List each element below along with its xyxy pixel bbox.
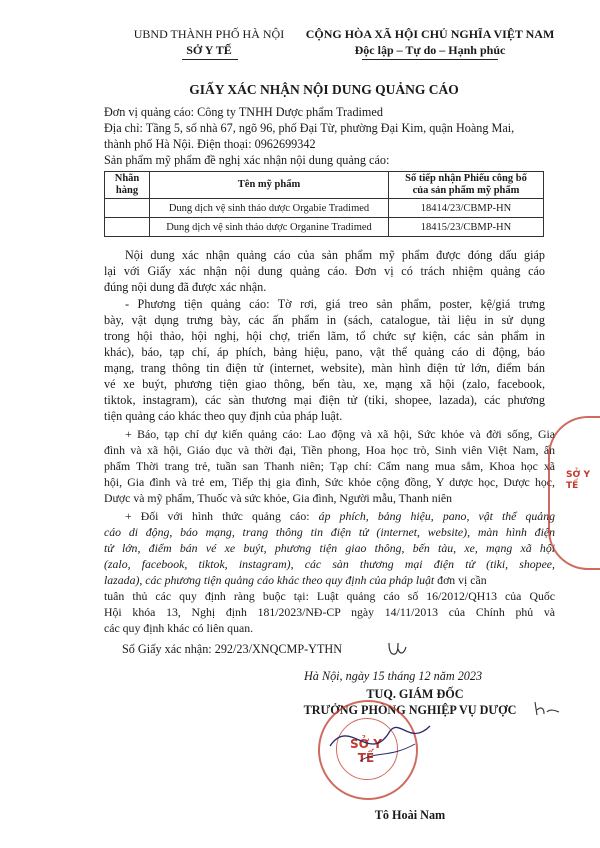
col-brand: Nhãn hàng	[105, 172, 150, 199]
cell-product-name: Dung dịch vệ sinh thảo dược Orgabie Tradimed	[150, 199, 389, 218]
para4-line: cáo di động, báo mạng, trang thông tin điện tử (internet, website), màn hình điện	[104, 525, 555, 539]
initial-mark-icon	[532, 700, 562, 718]
page-title: GIẤY XÁC NHẬN NỘI DUNG QUẢNG CÁO	[189, 82, 459, 97]
para1-line: lại với Giấy xác nhận nội dung quảng cáo. Đơn vị có trách nhiệm quảng cáo	[104, 264, 545, 278]
national-title: CỘNG HÒA XÃ HỘI CHỦ NGHĨA VIỆT NAM	[305, 27, 555, 41]
para4-line: lazada), các phương tiện quảng cáo khác theo quy định của pháp luật đơn vị cần	[104, 573, 487, 587]
issuer-authority: UBND THÀNH PHỐ HÀ NỘI	[133, 27, 285, 41]
para3-line: phẩm Thời trang trẻ, tuần san Thanh niên; Tạp chí: Cẩm nang mua sắm, Khoa học xã	[104, 459, 555, 473]
cell-receipt-number: 18414/23/CBMP-HN	[389, 199, 544, 218]
para2-line: tiktok, instagram), các sàn thương mại điện tử (tiki, shopee, lazada), các phương	[104, 393, 545, 407]
para4-line: tử lớn, điểm bán vé xe buýt, phương tiện giao thông, bến tàu, xe, mạng xã hội	[104, 541, 555, 555]
para4-line: (zalo, facebook, tiktok, instagram), các sàn thương mại điện tử (tiki, shopee,	[104, 557, 555, 571]
cell-brand	[105, 199, 150, 218]
edge-seal-text: SỞ Y TẾ	[566, 470, 590, 491]
signer-title-1: TUQ. GIÁM ĐỐC	[366, 687, 464, 701]
cell-brand	[105, 218, 150, 237]
para4-line: các quy định khác có liên quan.	[104, 621, 254, 635]
signature	[320, 706, 440, 776]
para2-line: bày, vật dụng trưng bày, các ấn phẩm in (sách, catalogue, tài liệu in sử dụng	[104, 313, 545, 327]
cell-receipt-number: 18415/23/CBMP-HN	[389, 218, 544, 237]
col-product-name: Tên mỹ phẩm	[150, 172, 389, 199]
divider	[182, 59, 238, 60]
para1-line: Nội dung xác nhận quảng cáo của sản phẩm mỹ phẩm được đóng dấu giáp	[125, 248, 545, 262]
address-line-2: thành phố Hà Nội. Điện thoại: 0962699342	[104, 137, 316, 151]
para3-line: + Báo, tạp chí dự kiến quảng cáo: Lao động và xã hội, Sức khỏe và đời sống, Gia	[125, 427, 555, 441]
para2-line: vé xe buýt, phương tiện giao thông, bến tàu, xe, mạng xã hội (zalo, facebook,	[104, 377, 545, 391]
seal-text: SỞ Y TẾ	[350, 737, 382, 765]
table-row	[105, 218, 544, 237]
divider	[362, 59, 498, 60]
para2-line: - Phương tiện quảng cáo: Tờ rơi, giá treo sản phẩm, poster, kệ/giá trưng	[125, 297, 545, 311]
para3-line: Dược và mỹ phẩm, Thuốc và sức khỏe, Gia đình, Người mẫu, Thanh niên	[104, 491, 453, 505]
para3-line: đình và xã hội, Giáo dục và thời đại, Tiền phong, Hoa học trò, Sinh viên Việt Nam, ấn	[104, 443, 555, 457]
company-line: Đơn vị quảng cáo: Công ty TNHH Dược phẩm Tradimed	[104, 105, 383, 119]
para2-line: khác), báo, tạp chí, áp phích, bảng hiệu, pano, vật thể quảng cáo di động, báo	[104, 345, 545, 359]
edge-seal	[548, 416, 600, 570]
para4-line: Hội khóa 13, Nghị định 181/2023/NĐ-CP ngày 14/11/2013 của Chính phủ và	[104, 605, 555, 619]
signer-name: Tô Hoài Nam	[374, 808, 446, 822]
initial-mark-icon	[386, 639, 410, 659]
table-row	[105, 199, 544, 218]
para4-line: tuân thủ các quy định ràng buộc tại: Luật quảng cáo số 16/2012/QH13 của Quốc	[104, 589, 555, 603]
issuer-department: SỞ Y TẾ	[186, 43, 232, 57]
address-line-1: Địa chỉ: Tầng 5, số nhà 67, ngõ 96, phố Đại Từ, phường Đại Kim, quận Hoàng Mai,	[104, 121, 515, 135]
para3-line: hội, Gia đình và trẻ em, Tiếp thị gia đình, Sức khỏe cộng đồng, Y dược học, Dược học,	[104, 475, 555, 489]
para1-line: đúng nội dung đã được xác nhận.	[104, 280, 267, 294]
certificate-number: Số Giấy xác nhận: 292/23/XNQCMP-YTHN	[122, 642, 343, 656]
para2-line: trong hội thảo, hội nghị, hội chợ, triển lãm, tổ chức sự kiện, các sản phẩm in	[104, 329, 545, 343]
products-intro: Sản phẩm mỹ phẩm đề nghị xác nhận nội dung quảng cáo:	[104, 153, 390, 167]
para4-line: + Đối với hình thức quảng cáo: áp phích, bảng hiệu, pano, vật thể quảng	[125, 509, 555, 523]
national-motto: Độc lập – Tự do – Hạnh phúc	[354, 43, 506, 57]
para2-line: tiện quảng cáo khác theo quy định của pháp luật.	[104, 409, 343, 423]
table-header-row	[105, 172, 544, 199]
col-receipt-number: Số tiếp nhận Phiếu công bố của sản phẩm mỹ phẩm	[389, 172, 544, 199]
para2-line: mạng, trang thông tin điện tử (internet, website), màn hình điện tử lớn, điểm bán	[104, 361, 545, 375]
cell-product-name: Dung dịch vệ sinh thảo dược Organine Tradimed	[150, 218, 389, 237]
product-table	[104, 171, 544, 237]
signer-title-2: TRƯỞNG PHÒNG NGHIỆP VỤ DƯỢC	[303, 703, 517, 717]
issue-date: Hà Nội, ngày 15 tháng 12 năm 2023	[304, 669, 483, 683]
